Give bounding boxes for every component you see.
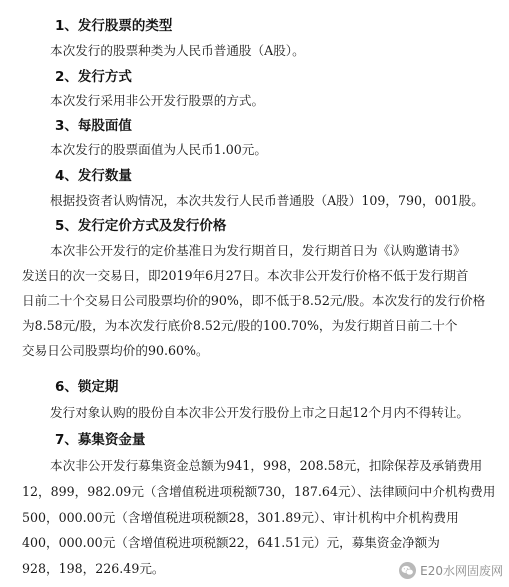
paragraph-line: 为8.58元/股，为本次发行底价8.52元/股的100.70%，为发行期首日前二十个: [22, 318, 458, 333]
section-heading: 6、锁定期: [55, 379, 119, 395]
section-heading: 2、发行方式: [55, 69, 132, 85]
paragraph-line: 500，000.00元（含增值税进项税额28，301.89元）、审计机构中介机构费用: [22, 510, 459, 525]
paragraph-line: 交易日公司股票均价的90.60%。: [22, 343, 209, 358]
section-heading: 5、发行定价方式及发行价格: [55, 218, 227, 234]
paragraph-line: 根据投资者认购情况，本次共发行人民币普通股（A股）109，790，001股。: [50, 193, 484, 208]
watermark-text: E20水网固废网: [420, 564, 503, 578]
paragraph-line: 928，198，226.49元。: [22, 561, 165, 576]
watermark: [399, 562, 503, 579]
paragraph-line: 日前二十个交易日公司股票均价的90%，即不低于8.52元/股。本次发行的发行价格: [22, 293, 486, 308]
section-heading: 7、募集资金量: [55, 432, 146, 448]
section-heading: 3、每股面值: [55, 118, 132, 134]
section-heading: 4、发行数量: [55, 168, 132, 184]
paragraph-line: 发行对象认购的股份自本次非公开发行股份上市之日起12个月内不得转让。: [50, 405, 470, 420]
paragraph-line: 本次发行的股票种类为人民币普通股（A股）。: [50, 43, 305, 58]
paragraph-line: 12，899，982.09元（含增值税进项税额730，187.64元）、法律顾问中介机构费用: [22, 484, 496, 499]
section-heading: 1、发行股票的类型: [55, 18, 173, 34]
paragraph-line: 发送日的次一交易日，即2019年6月27日。本次非公开发行价格不低于发行期首: [22, 268, 469, 283]
paragraph-line: 本次发行采用非公开发行股票的方式。: [50, 93, 265, 108]
paragraph-line: 本次非公开发行募集资金总额为941，998，208.58元，扣除保荐及承销费用: [50, 458, 483, 473]
paragraph-line: 本次发行的股票面值为人民币1.00元。: [50, 142, 267, 157]
wechat-icon: [399, 562, 416, 579]
paragraph-line: 本次非公开发行的定价基准日为发行期首日，发行期首日为《认购邀请书》: [50, 243, 466, 258]
paragraph-line: 400，000.00元（含增值税进项税额22，641.51元）元，募集资金净额为: [22, 535, 440, 550]
